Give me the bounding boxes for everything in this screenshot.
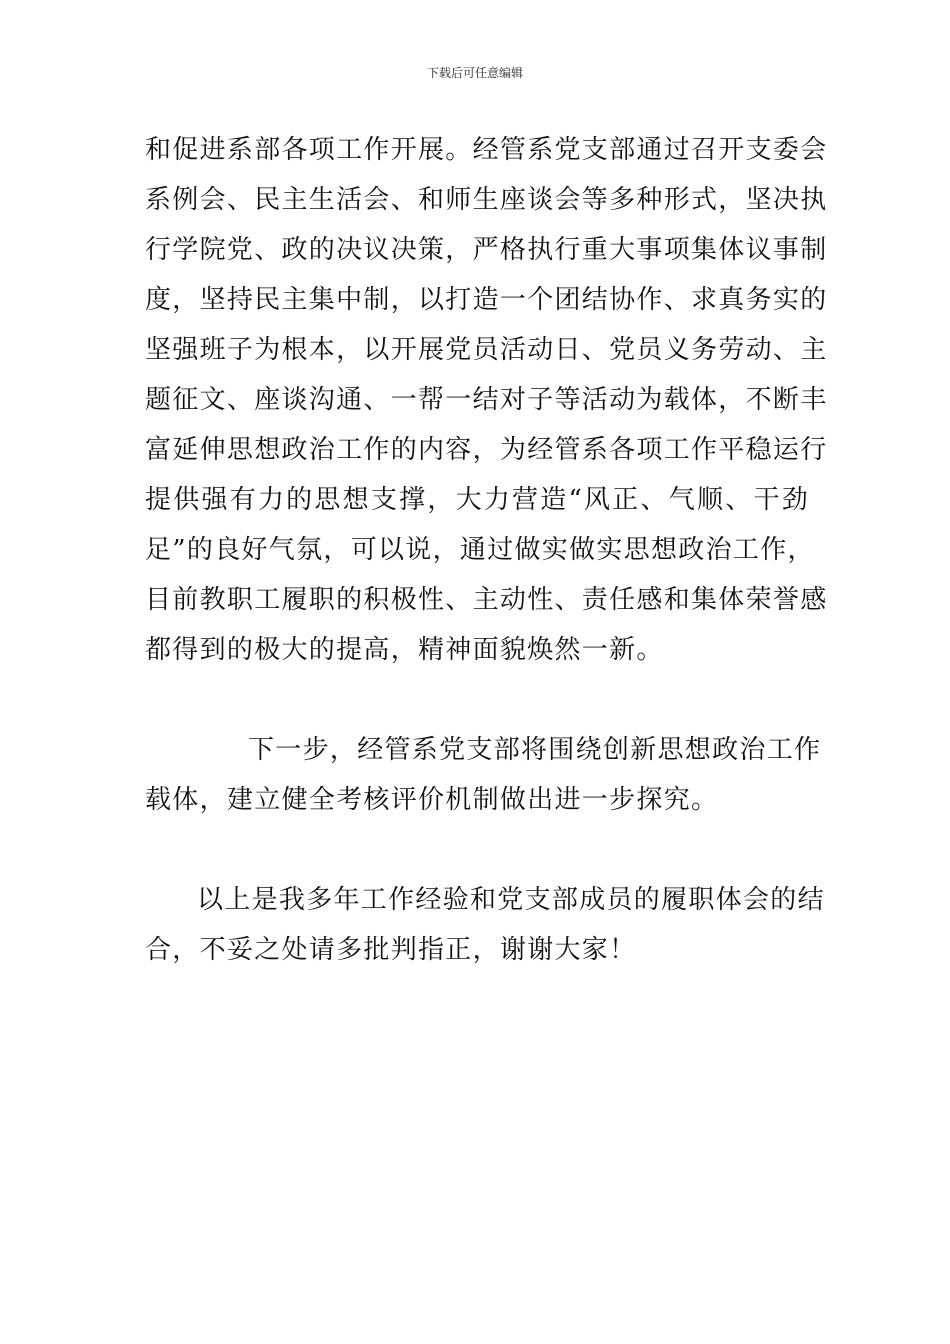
paragraph-line: 合，不妥之处请多批判指正，谢谢大家！ [145, 935, 637, 965]
page-header: 下载后可任意编辑 [426, 66, 523, 80]
paragraph-line: 下一步，经管系党支部将围绕创新思想政治工作 [248, 735, 822, 765]
paragraph-line: 目前教职工履职的积极性、主动性、责任感和集体荣誉感 [145, 585, 828, 615]
paragraph-line: 提供强有力的思想支撑，大力营造“风正、气顺、干劲 [145, 485, 809, 515]
paragraph-line: 坚强班子为根本，以开展党员活动日、党员义务劳动、主 [145, 335, 828, 365]
paragraph-line: 行学院党、政的决议决策，严格执行重大事项集体议事制 [145, 235, 828, 265]
paragraph-line: 系例会、民主生活会、和师生座谈会等多种形式，坚决执 [145, 185, 828, 215]
paragraph-line: 和促进系部各项工作开展。经管系党支部通过召开支委会 [145, 135, 828, 165]
paragraph-line: 富延伸思想政治工作的内容，为经管系各项工作平稳运行 [145, 435, 828, 465]
paragraph-line: 题征文、座谈沟通、一帮一结对子等活动为载体，不断丰 [145, 385, 828, 415]
paragraph-line: 以上是我多年工作经验和党支部成员的履职体会的结 [197, 885, 825, 915]
paragraph-line: 足”的良好气氛，可以说，通过做实做实思想政治工作， [145, 535, 815, 565]
paragraph-line: 载体，建立健全考核评价机制做出进一步探究。 [145, 785, 719, 815]
paragraph-line: 度，坚持民主集中制，以打造一个团结协作、求真务实的 [145, 285, 828, 315]
paragraph-line: 都得到的极大的提高，精神面貌焕然一新。 [145, 635, 664, 665]
